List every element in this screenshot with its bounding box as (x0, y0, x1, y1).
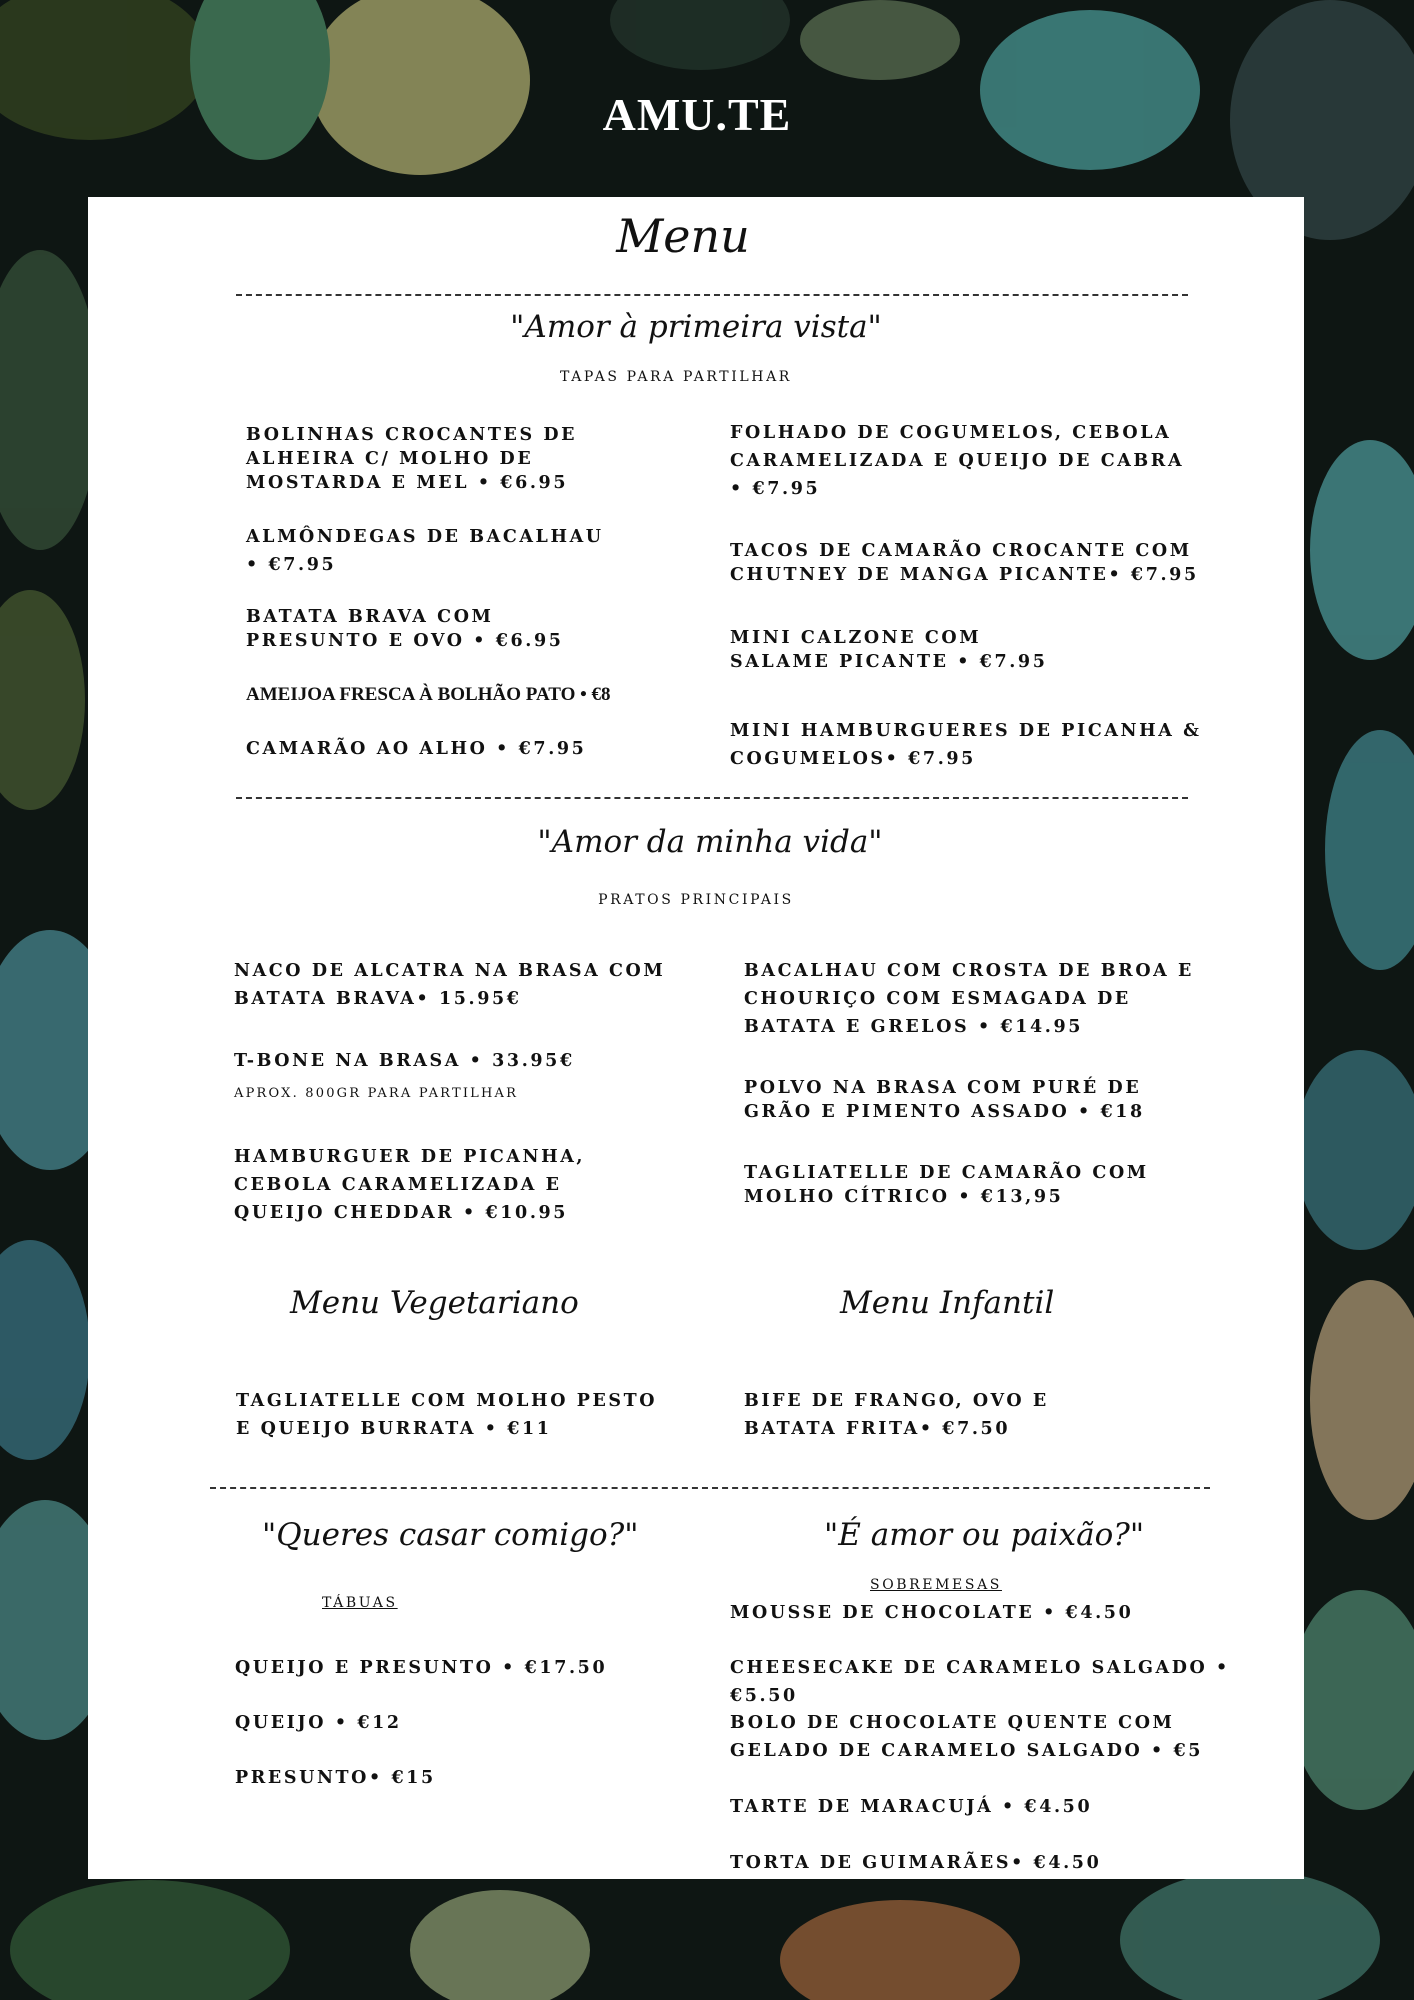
menu-item: CHEESECAKE DE CARAMELO SALGADO • €5.50 (730, 1658, 1230, 1706)
menu-item: QUEIJO • €12 (235, 1713, 402, 1733)
menu-item: TORTA DE GUIMARÃES• €4.50 (730, 1853, 1102, 1873)
mains-title: "Amor da minha vida" (537, 824, 883, 860)
menu-item: ALMÔNDEGAS DE BACALHAU • €7.95 (246, 527, 604, 575)
divider (236, 294, 1188, 296)
menu-item: FOLHADO DE COGUMELOS, CEBOLA CARAMELIZADA E QUEIJO DE CABRA • €7.95 (730, 423, 1185, 499)
menu-title: Menu (616, 209, 750, 263)
desserts-subtitle: SOBREMESAS (870, 1577, 1002, 1593)
menu-item: CAMARÃO AO ALHO • €7.95 (246, 739, 587, 759)
menu-item: MINI CALZONE COM SALAME PICANTE • €7.95 (730, 628, 1048, 672)
menu-item: TACOS DE CAMARÃO CROCANTE COM CHUTNEY DE MANGA PICANTE• €7.95 (730, 541, 1199, 585)
brand-logo: AMU.TE (602, 89, 792, 140)
menu-card (88, 197, 1304, 1879)
menu-item: QUEIJO E PRESUNTO • €17.50 (235, 1658, 608, 1678)
menu-item: TAGLIATELLE COM MOLHO PESTO E QUEIJO BURRATA • €11 (236, 1391, 658, 1439)
tbone-note: APROX. 800GR PARA PARTILHAR (234, 1086, 519, 1101)
kids-title: Menu Infantil (840, 1285, 1055, 1321)
menu-item: AMEIJOA FRESCA À BOLHÃO PATO • €8 (246, 684, 611, 705)
menu-item: MOUSSE DE CHOCOLATE • €4.50 (730, 1603, 1134, 1623)
menu-item: BIFE DE FRANGO, OVO E BATATA FRITA• €7.50 (744, 1391, 1049, 1439)
menu-item: BOLO DE CHOCOLATE QUENTE COM GELADO DE CARAMELO SALGADO • €5 (730, 1713, 1204, 1761)
menu-item: BOLINHAS CROCANTES DE ALHEIRA C/ MOLHO DE MOSTARDA E MEL • €6.95 (246, 425, 578, 493)
boards-title: "Queres casar comigo?" (262, 1517, 639, 1553)
boards-subtitle: TÁBUAS (322, 1595, 398, 1611)
menu-item: PRESUNTO• €15 (235, 1768, 436, 1788)
menu-item: BACALHAU COM CROSTA DE BROA E CHOURIÇO COM ESMAGADA DE BATATA E GRELOS • €14.95 (744, 961, 1194, 1037)
vegetarian-title: Menu Vegetariano (290, 1285, 579, 1321)
divider (236, 797, 1188, 799)
desserts-title: "É amor ou paixão?" (824, 1517, 1145, 1553)
menu-item: POLVO NA BRASA COM PURÉ DE GRÃO E PIMENTO ASSADO • €18 (744, 1078, 1145, 1122)
menu-item: HAMBURGUER DE PICANHA, CEBOLA CARAMELIZADA E QUEIJO CHEDDAR • €10.95 (234, 1147, 586, 1223)
menu-item: BATATA BRAVA COM PRESUNTO E OVO • €6.95 (246, 607, 564, 651)
menu-item: TARTE DE MARACUJÁ • €4.50 (730, 1797, 1093, 1817)
menu-item: T-BONE NA BRASA • 33.95€ (234, 1051, 575, 1071)
mains-subtitle: PRATOS PRINCIPAIS (598, 892, 794, 908)
tapas-title: "Amor à primeira vista" (510, 309, 882, 345)
menu-item: NACO DE ALCATRA NA BRASA COM BATATA BRAVA• 15.95€ (234, 961, 666, 1009)
divider (210, 1487, 1210, 1489)
menu-item: MINI HAMBURGUERES DE PICANHA & COGUMELOS• €7.95 (730, 721, 1202, 769)
menu-item: TAGLIATELLE DE CAMARÃO COM MOLHO CÍTRICO • €13,95 (744, 1163, 1149, 1207)
tapas-subtitle: TAPAS PARA PARTILHAR (560, 369, 792, 385)
